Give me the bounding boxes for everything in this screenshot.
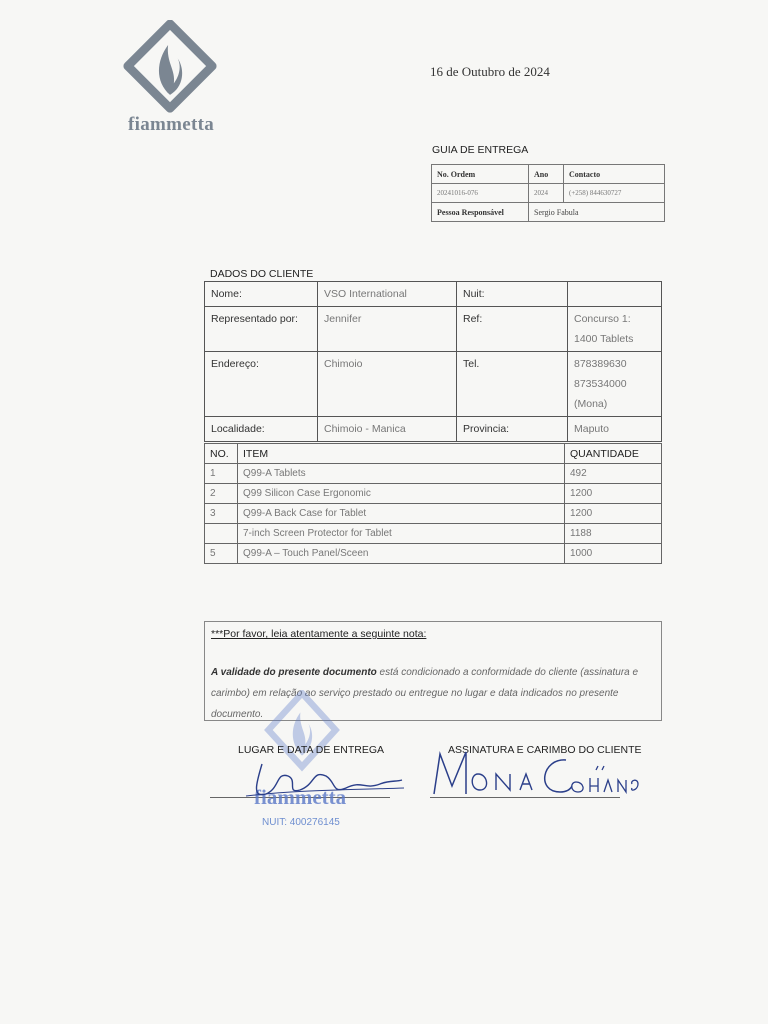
item-name: Q99 Silicon Case Ergonomic xyxy=(238,484,565,504)
guia-contacto-value: (+258) 844630727 xyxy=(564,184,665,203)
cliente-label: Nuit: xyxy=(457,282,568,307)
guia-ano-value: 2024 xyxy=(529,184,564,203)
cliente-value: VSO International xyxy=(318,282,457,307)
cliente-title: DADOS DO CLIENTE xyxy=(210,268,314,280)
item-no: 5 xyxy=(205,544,238,564)
item-name: Q99-A – Touch Panel/Sceen xyxy=(238,544,565,564)
guia-responsavel-value: Sergio Fabula xyxy=(529,203,665,222)
item-quantity: 492 xyxy=(565,464,662,484)
stamp-nuit: NUIT: 400276145 xyxy=(262,817,340,828)
item-quantity: 1000 xyxy=(565,544,662,564)
client-signature xyxy=(426,744,642,800)
nota-heading: ***Por favor, leia atentamente a seguinte nota: xyxy=(211,628,427,640)
item-name: 7-inch Screen Protector for Tablet xyxy=(238,524,565,544)
item-no: 3 xyxy=(205,504,238,524)
cliente-label: Ref: xyxy=(457,307,568,352)
guia-table xyxy=(431,164,665,222)
table-row xyxy=(205,544,662,564)
item-quantity: 1188 xyxy=(565,524,662,544)
cliente-value: Concurso 1: 1400 Tablets xyxy=(568,307,662,352)
table-row xyxy=(205,484,662,504)
cliente-value: 878389630 873534000 (Mona) xyxy=(568,352,662,417)
items-table xyxy=(204,443,662,564)
cliente-label: Representado por: xyxy=(205,307,318,352)
nota-bold: A validade do presente documento xyxy=(211,667,377,678)
cliente-value: Chimoio - Manica xyxy=(318,417,457,442)
item-quantity: 1200 xyxy=(565,484,662,504)
cliente-label: Tel. xyxy=(457,352,568,417)
cliente-table xyxy=(204,281,662,442)
guia-ordem-value: 20241016-076 xyxy=(432,184,529,203)
brand-name: fiammetta xyxy=(128,114,215,135)
cliente-label: Endereço: xyxy=(205,352,318,417)
items-header-quantidade: QUANTIDADE xyxy=(565,444,662,464)
item-no xyxy=(205,524,238,544)
guia-header-contacto: Contacto xyxy=(564,165,665,184)
item-quantity: 1200 xyxy=(565,504,662,524)
nota-rest: está condicionado a conformidade do cliente (assinatura e carimbo) em relação ao serviço prestado ou entregue no lugar e data indicados no presente documento. xyxy=(211,667,639,720)
item-no: 2 xyxy=(205,484,238,504)
cliente-value: Maputo xyxy=(568,417,662,442)
guia-header-ano: Ano xyxy=(529,165,564,184)
stamp-brand: fiammetta xyxy=(254,785,347,809)
delivery-signature xyxy=(236,754,408,804)
items-header-item: ITEM xyxy=(238,444,565,464)
document-date: 16 de Outubro de 2024 xyxy=(430,64,550,79)
cliente-value xyxy=(568,282,662,307)
item-name: Q99-A Back Case for Tablet xyxy=(238,504,565,524)
guia-responsavel-label: Pessoa Responsável xyxy=(432,203,529,222)
guia-header-ordem: No. Ordem xyxy=(432,165,529,184)
table-row xyxy=(205,524,662,544)
lugar-data-label: LUGAR E DATA DE ENTREGA xyxy=(238,744,385,756)
fiammetta-logo-icon xyxy=(122,20,218,116)
guia-title: GUIA DE ENTREGA xyxy=(432,144,529,156)
cliente-value: Chimoio xyxy=(318,352,457,417)
assinatura-label: ASSINATURA E CARIMBO DO CLIENTE xyxy=(448,744,642,756)
item-no: 1 xyxy=(205,464,238,484)
cliente-value: Jennifer xyxy=(318,307,457,352)
cliente-label: Nome: xyxy=(205,282,318,307)
table-row xyxy=(205,504,662,524)
items-header-no: NO. xyxy=(205,444,238,464)
cliente-label: Localidade: xyxy=(205,417,318,442)
table-row xyxy=(205,464,662,484)
item-name: Q99-A Tablets xyxy=(238,464,565,484)
cliente-label: Provincia: xyxy=(457,417,568,442)
